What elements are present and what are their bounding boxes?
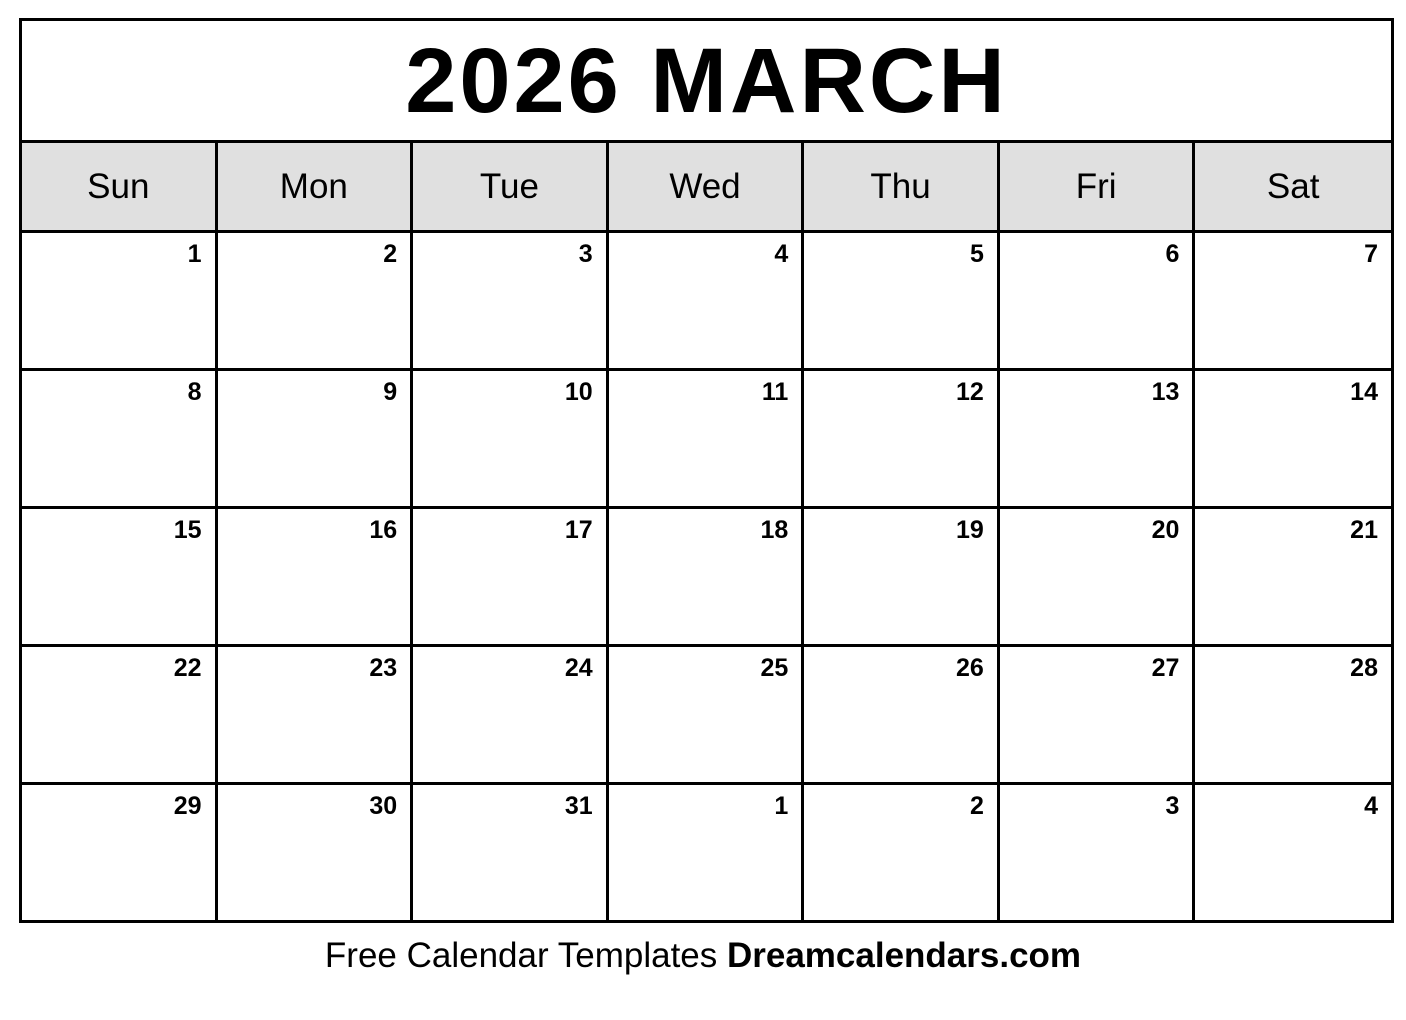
date-cell — [1195, 785, 1391, 920]
week-row-1 — [22, 233, 1391, 371]
date-cell — [22, 233, 218, 371]
date-number: 23 — [369, 654, 398, 682]
calendar — [19, 18, 1394, 923]
weekday-header-sat: Sat — [1195, 143, 1391, 233]
week-row-4 — [22, 647, 1391, 785]
date-cell — [1000, 509, 1196, 647]
date-number: 6 — [1165, 240, 1180, 268]
date-cell — [1195, 647, 1391, 785]
weekday-header-wed: Wed — [609, 143, 805, 233]
date-number: 20 — [1151, 516, 1180, 544]
date-number: 31 — [564, 792, 593, 820]
date-number: 9 — [383, 378, 398, 406]
date-number: 1 — [774, 792, 789, 820]
date-number: 25 — [760, 654, 789, 682]
date-cell — [1000, 371, 1196, 509]
date-number: 29 — [173, 792, 202, 820]
date-cell — [218, 647, 414, 785]
footer — [0, 936, 1406, 976]
date-number: 13 — [1151, 378, 1180, 406]
date-number: 26 — [956, 654, 984, 682]
date-cell — [1195, 233, 1391, 371]
date-cell — [1000, 785, 1196, 920]
date-cell — [22, 509, 218, 647]
date-cell — [413, 233, 609, 371]
date-number: 3 — [578, 240, 593, 268]
date-number: 4 — [774, 240, 789, 268]
date-number: 1 — [187, 240, 202, 268]
weekday-header-tue: Tue — [413, 143, 609, 233]
date-number: 16 — [369, 516, 398, 544]
date-number: 11 — [761, 378, 789, 406]
week-row-3 — [22, 509, 1391, 647]
date-number: 2 — [383, 240, 398, 268]
date-number: 22 — [173, 654, 202, 682]
date-cell — [218, 785, 414, 920]
date-cell — [804, 233, 1000, 371]
date-cell — [218, 233, 414, 371]
weekday-header-thu: Thu — [804, 143, 1000, 233]
date-number: 17 — [564, 516, 593, 544]
date-cell — [22, 371, 218, 509]
date-cell — [1000, 647, 1196, 785]
date-number: 2 — [969, 792, 984, 820]
date-number: 30 — [369, 792, 398, 820]
date-cell — [413, 785, 609, 920]
date-cell — [1000, 233, 1196, 371]
date-cell — [804, 647, 1000, 785]
date-cell — [1195, 509, 1391, 647]
calendar-title: 2026 MARCH — [405, 29, 1008, 132]
weekday-header-fri: Fri — [1000, 143, 1196, 233]
date-cell — [218, 509, 414, 647]
date-cell — [609, 233, 805, 371]
date-number: 21 — [1350, 516, 1378, 544]
date-cell — [609, 371, 805, 509]
weekday-header-sun: Sun — [22, 143, 218, 233]
date-number: 5 — [969, 240, 984, 268]
week-row-2 — [22, 371, 1391, 509]
date-cell — [804, 785, 1000, 920]
footer-text: Free Calendar Templates — [324, 936, 727, 975]
date-cell — [413, 371, 609, 509]
date-cell — [22, 785, 218, 920]
weekday-header-mon: Mon — [218, 143, 414, 233]
calendar-title-box — [22, 21, 1391, 143]
date-number: 14 — [1350, 378, 1378, 406]
weeks-grid — [22, 233, 1391, 920]
date-cell — [804, 371, 1000, 509]
date-cell — [609, 509, 805, 647]
date-number: 10 — [564, 378, 593, 406]
date-cell — [1195, 371, 1391, 509]
date-cell — [413, 509, 609, 647]
week-row-5 — [22, 785, 1391, 920]
date-cell — [804, 509, 1000, 647]
date-number: 12 — [956, 378, 984, 406]
footer-brand: Dreamcalendars.com — [726, 936, 1082, 975]
date-number: 15 — [173, 516, 202, 544]
date-cell — [413, 647, 609, 785]
date-number: 8 — [187, 378, 202, 406]
date-number: 3 — [1165, 792, 1180, 820]
date-cell — [609, 785, 805, 920]
date-cell — [22, 647, 218, 785]
weekday-header-row — [22, 143, 1391, 233]
date-number: 24 — [564, 654, 593, 682]
date-cell — [218, 371, 414, 509]
date-number: 4 — [1364, 792, 1378, 820]
date-cell — [609, 647, 805, 785]
date-number: 28 — [1350, 654, 1378, 682]
date-number: 19 — [956, 516, 984, 544]
date-number: 27 — [1151, 654, 1180, 682]
date-number: 18 — [760, 516, 789, 544]
date-number: 7 — [1364, 240, 1378, 268]
